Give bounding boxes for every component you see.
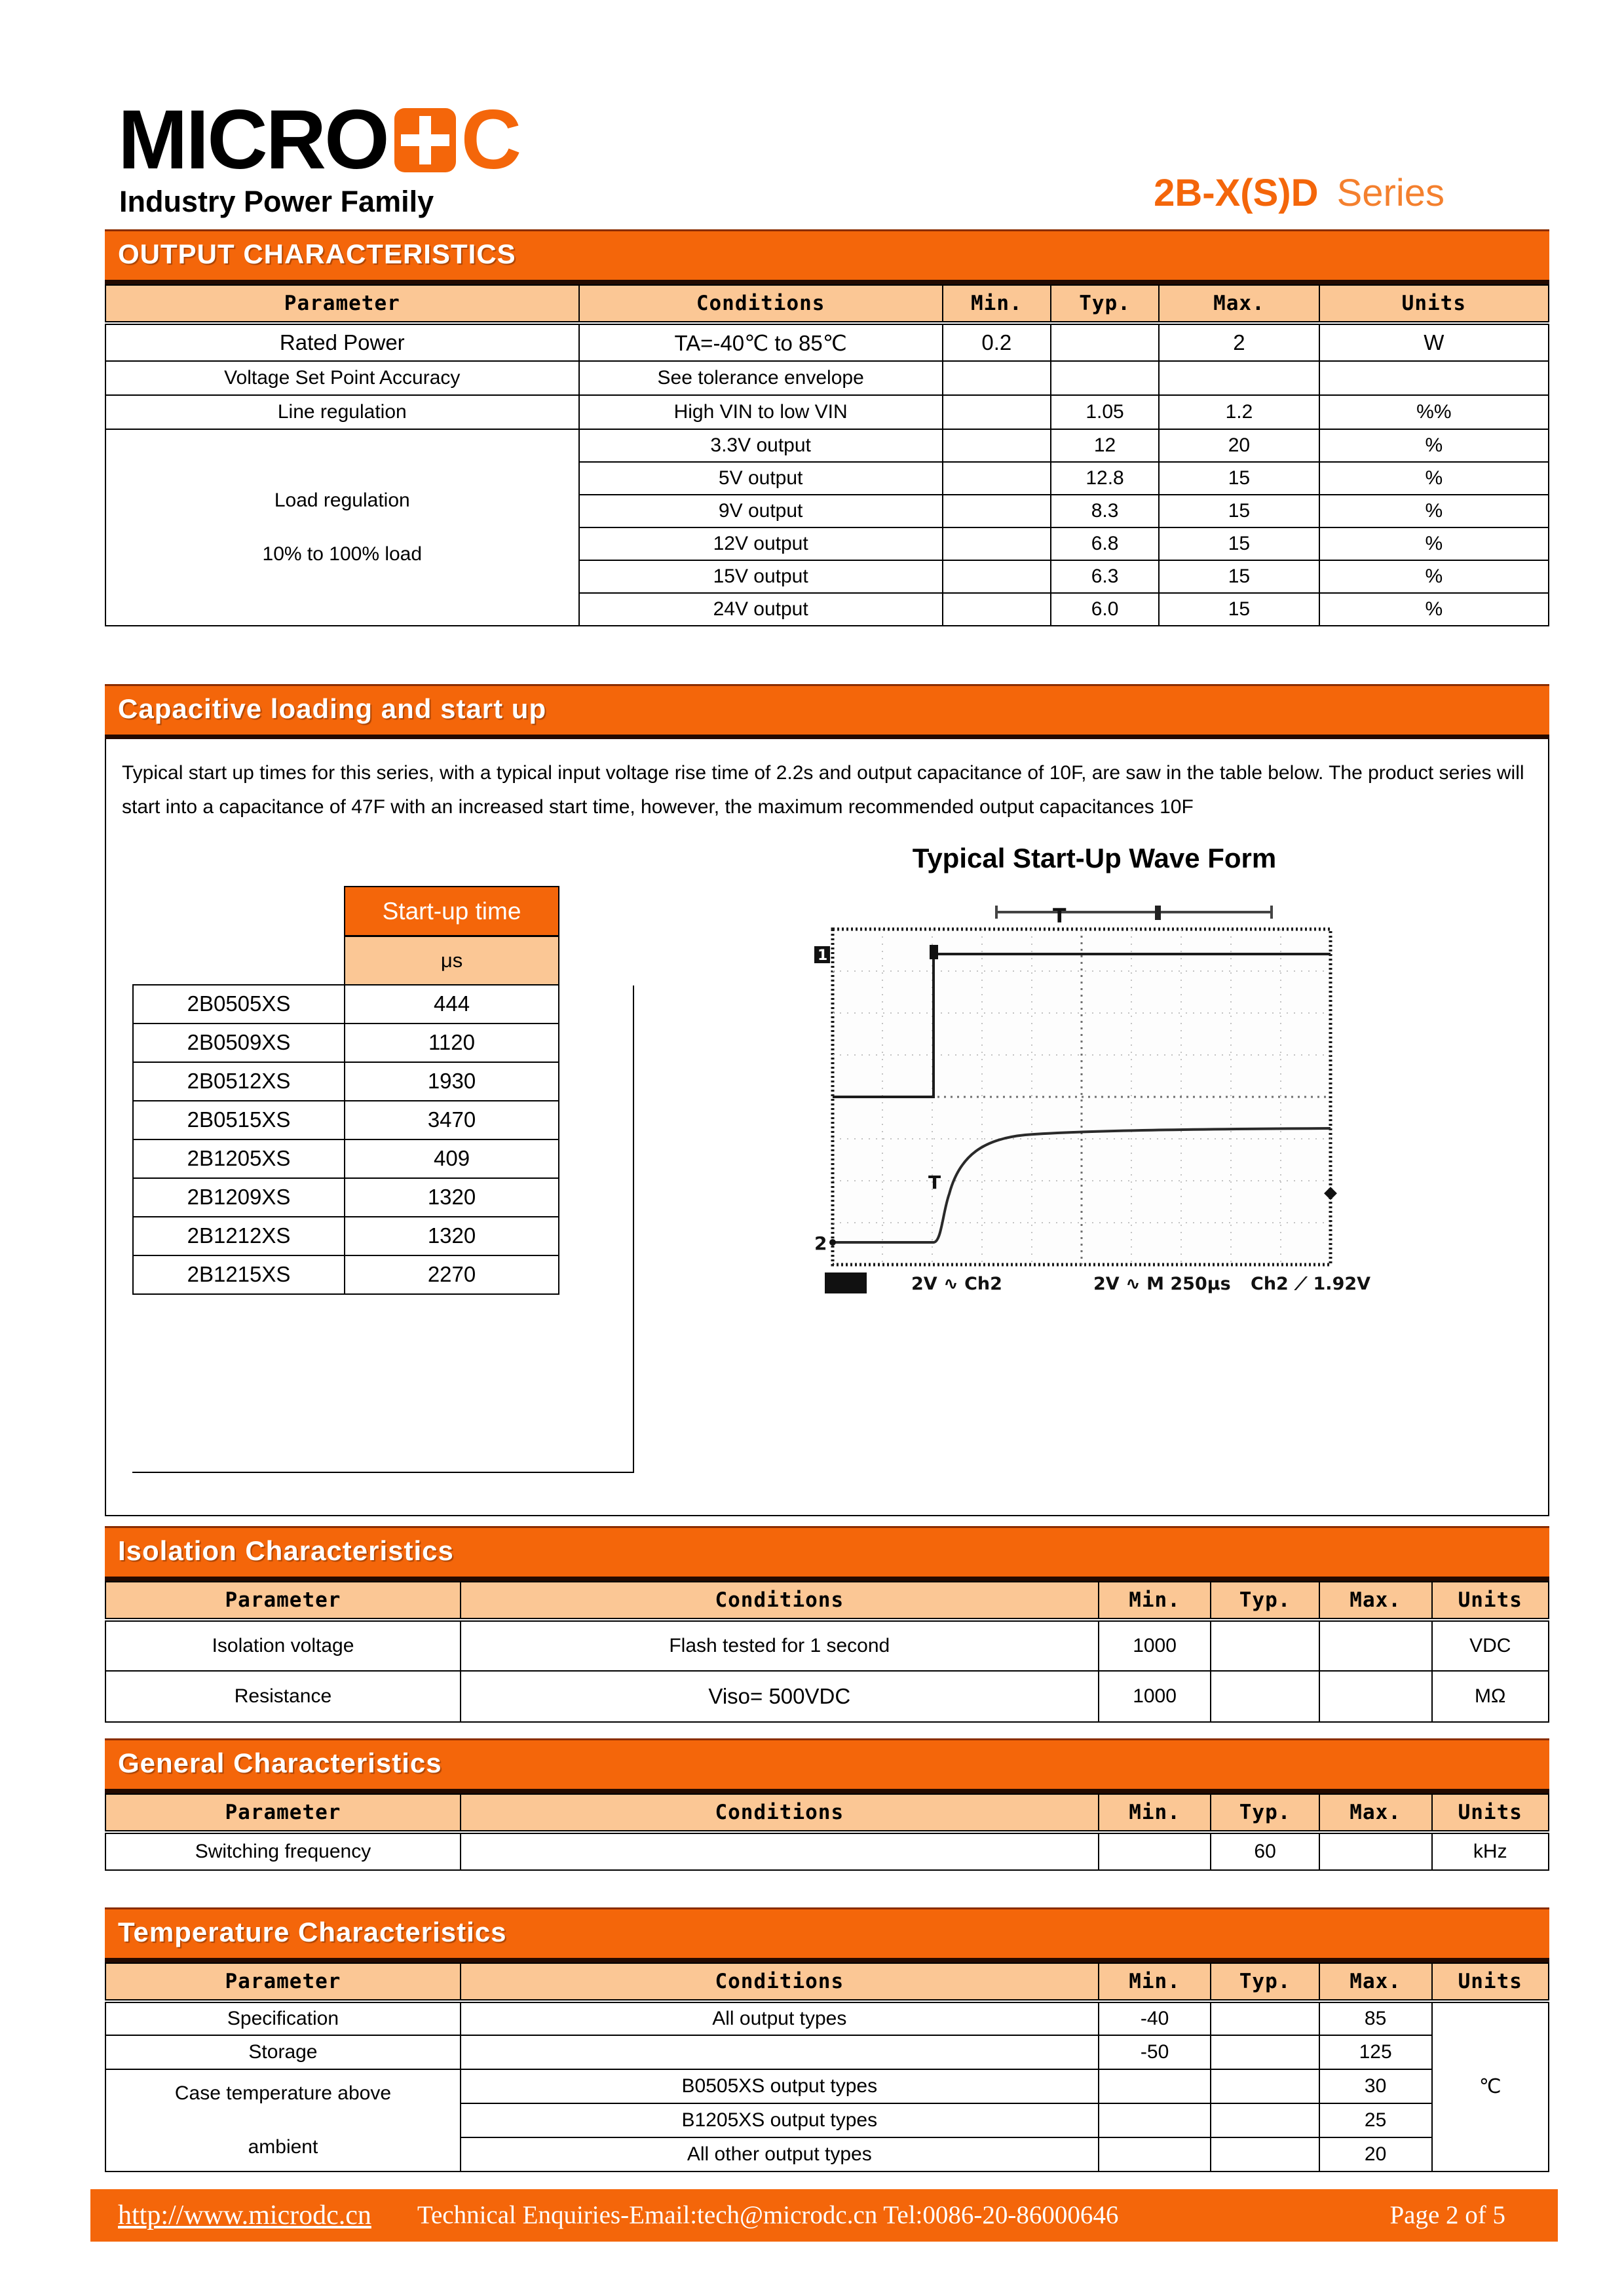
- cell-conditions: B0505XS output types: [461, 2069, 1099, 2103]
- logo-tagline: Industry Power Family: [119, 185, 434, 218]
- cell-time: 1120: [345, 1024, 559, 1062]
- scope-readout-trigger: Ch2 ⟋ 1.92V: [1250, 1273, 1370, 1294]
- temperature-table: [105, 1962, 1549, 2172]
- page-header: [105, 0, 1549, 219]
- cell-conditions: 15V output: [579, 560, 943, 593]
- cell-min: [943, 560, 1051, 593]
- cell-typ: [1211, 2137, 1319, 2172]
- table-row: [133, 1217, 559, 1255]
- cell-max: 20: [1159, 429, 1319, 462]
- cell-typ: 6.3: [1051, 560, 1159, 593]
- page-footer: [90, 2189, 1558, 2242]
- case-temp-label2: ambient: [248, 2135, 318, 2158]
- startup-time-unit: μs: [345, 936, 559, 985]
- empty-corner-cell: [133, 936, 345, 985]
- table-row: [105, 2035, 1549, 2069]
- footer-page-number: Page 2 of 5: [1389, 2201, 1505, 2230]
- cell-min: [943, 495, 1051, 527]
- cell-min: [1099, 2069, 1211, 2103]
- table-row: [105, 1620, 1549, 1671]
- cell-conditions: See tolerance envelope: [579, 361, 943, 395]
- cell-min: [943, 593, 1051, 626]
- temperature-section-banner: Temperature Characteristics: [105, 1907, 1549, 1962]
- cell-parameter: Switching frequency: [105, 1832, 461, 1870]
- logo-block: [105, 93, 522, 219]
- cell-typ: [1211, 1671, 1319, 1722]
- logo-micro-text: MICRO: [118, 93, 388, 187]
- cell-units: %: [1319, 462, 1549, 495]
- cell-time: 444: [345, 985, 559, 1024]
- col-header-min: Min.: [1099, 1794, 1211, 1832]
- cell-time: 1320: [345, 1178, 559, 1217]
- cell-units: VDC: [1432, 1620, 1549, 1671]
- table-row: [133, 1024, 559, 1062]
- cell-conditions: 5V output: [579, 462, 943, 495]
- cell-min: [943, 462, 1051, 495]
- cell-model: 2B1205XS: [133, 1139, 345, 1178]
- step-corner-marker: [930, 945, 938, 959]
- cell-min: 0.2: [943, 323, 1051, 361]
- cell-min: 1000: [1099, 1671, 1211, 1722]
- col-header-max: Max.: [1319, 1963, 1432, 2001]
- trigger-top-label: T: [1052, 904, 1066, 928]
- cell-min: [943, 527, 1051, 560]
- cell-units: %: [1319, 495, 1549, 527]
- cell-units: %: [1319, 429, 1549, 462]
- table-row: [133, 1178, 559, 1217]
- cell-max: 15: [1159, 495, 1319, 527]
- col-header-typ: Typ.: [1211, 1963, 1319, 2001]
- cell-time: 2270: [345, 1255, 559, 1294]
- col-header-min: Min.: [1099, 1582, 1211, 1620]
- table-row: [105, 323, 1549, 361]
- cell-min: [1099, 2137, 1211, 2172]
- cell-max: [1319, 1671, 1432, 1722]
- cell-max: 1.2: [1159, 395, 1319, 429]
- capacitive-paragraph: Typical start up times for this series, with a typical input voltage rise time of 2.2s and output capacitance of 10F, are saw in the table below. The product series will start into a capacitance of 47F with an increased start time, however, the maximum recommended output capacitances 10F: [122, 762, 1524, 818]
- cell-parameter: Isolation voltage: [105, 1620, 461, 1671]
- footer-contact: Technical Enquiries-Email:tech@microdc.cn Tel:0086-20-86000646: [417, 2201, 1119, 2230]
- cell-typ: 12.8: [1051, 462, 1159, 495]
- cell-max: [1319, 1832, 1432, 1870]
- cell-conditions: Viso= 500VDC: [461, 1671, 1099, 1722]
- cell-typ: [1051, 361, 1159, 395]
- cell-min: [1099, 2103, 1211, 2137]
- cell-units: kHz: [1432, 1832, 1549, 1870]
- table-row: [133, 985, 559, 1024]
- cell-time: 1930: [345, 1062, 559, 1101]
- cell-conditions: Flash tested for 1 second: [461, 1620, 1099, 1671]
- col-header-max: Max.: [1319, 1794, 1432, 1832]
- table-row: [105, 429, 1549, 462]
- cell-units: %: [1319, 527, 1549, 560]
- series-name: 2B-X(S)D: [1154, 172, 1319, 214]
- cell-min: -50: [1099, 2035, 1211, 2069]
- cell-parameter: Specification: [105, 2001, 461, 2035]
- logo-c-text: C: [461, 93, 522, 187]
- trigger-position-tick: [1155, 906, 1161, 920]
- cell-max: 15: [1159, 527, 1319, 560]
- cell-model: 2B0509XS: [133, 1024, 345, 1062]
- cell-conditions: 3.3V output: [579, 429, 943, 462]
- scope-readout-timebase: 2V ∿ M 250μs: [1093, 1273, 1231, 1294]
- cell-typ: [1211, 1620, 1319, 1671]
- table-row: [105, 1671, 1549, 1722]
- cell-min: -40: [1099, 2001, 1211, 2035]
- col-header-parameter: Parameter: [105, 1582, 461, 1620]
- cell-typ: 1.05: [1051, 395, 1159, 429]
- waveform-area: [656, 840, 1532, 1515]
- cell-typ: [1051, 323, 1159, 361]
- cell-conditions: 24V output: [579, 593, 943, 626]
- col-header-typ: Typ.: [1211, 1582, 1319, 1620]
- cell-conditions: B1205XS output types: [461, 2103, 1099, 2137]
- col-header-conditions: Conditions: [579, 285, 943, 323]
- oscilloscope-waveform-image: [813, 902, 1376, 1321]
- cell-typ: [1211, 2035, 1319, 2069]
- series-title: [1154, 171, 1445, 215]
- cell-max: 25: [1319, 2103, 1432, 2137]
- startup-time-table-area: [132, 886, 656, 1515]
- footer-url-link[interactable]: http://www.microdc.cn: [118, 2200, 371, 2230]
- cell-units: [1319, 361, 1549, 395]
- general-section-banner: General Characteristics: [105, 1738, 1549, 1793]
- waveform-title: Typical Start-Up Wave Form: [912, 842, 1277, 873]
- cell-units: %%: [1319, 395, 1549, 429]
- cell-parameter: Storage: [105, 2035, 461, 2069]
- col-header-conditions: Conditions: [461, 1582, 1099, 1620]
- table-header-row: [105, 1963, 1549, 2001]
- cell-model: 2B1209XS: [133, 1178, 345, 1217]
- cell-model: 2B1212XS: [133, 1217, 345, 1255]
- cell-conditions: [461, 1832, 1099, 1870]
- cell-typ: [1211, 2001, 1319, 2035]
- col-header-max: Max.: [1159, 285, 1319, 323]
- cell-model: 2B1215XS: [133, 1255, 345, 1294]
- cell-max: 2: [1159, 323, 1319, 361]
- table-row: [105, 2001, 1549, 2035]
- col-header-conditions: Conditions: [461, 1963, 1099, 2001]
- col-header-parameter: Parameter: [105, 285, 579, 323]
- cell-max: [1159, 361, 1319, 395]
- rise-trigger-label: T: [928, 1171, 941, 1193]
- col-header-conditions: Conditions: [461, 1794, 1099, 1832]
- cell-min: [943, 429, 1051, 462]
- case-temp-label: Case temperature above: [174, 2082, 392, 2104]
- cell-time: 3470: [345, 1101, 559, 1139]
- col-header-min: Min.: [1099, 1963, 1211, 2001]
- col-header-units: Units: [1432, 1794, 1549, 1832]
- cell-max: 15: [1159, 462, 1319, 495]
- cell-typ: [1211, 2103, 1319, 2137]
- cell-parameter: Rated Power: [105, 323, 579, 361]
- capacitive-section-box: [105, 739, 1549, 1516]
- cell-max: 30: [1319, 2069, 1432, 2103]
- cell-min: [943, 395, 1051, 429]
- cell-conditions: 12V output: [579, 527, 943, 560]
- startup-time-header: Start-up time: [345, 887, 559, 936]
- cell-typ: 12: [1051, 429, 1159, 462]
- cell-units: MΩ: [1432, 1671, 1549, 1722]
- trigger-level-marker: ◆: [1323, 1182, 1337, 1202]
- cell-min: [1099, 1832, 1211, 1870]
- ch2-marker: 2: [814, 1232, 827, 1254]
- cell-conditions: [461, 2035, 1099, 2069]
- cell-units: W: [1319, 323, 1549, 361]
- table-row: [105, 395, 1549, 429]
- isolation-section-banner: Isolation Characteristics: [105, 1526, 1549, 1581]
- output-characteristics-table: [105, 284, 1549, 626]
- cell-model: 2B0505XS: [133, 985, 345, 1024]
- cell-typ: [1211, 2069, 1319, 2103]
- cell-typ: 6.0: [1051, 593, 1159, 626]
- cell-model: 2B0515XS: [133, 1101, 345, 1139]
- load-regulation-label: Load regulation: [274, 489, 410, 511]
- cell-max: [1319, 1620, 1432, 1671]
- cell-typ: 8.3: [1051, 495, 1159, 527]
- table-header-row: [105, 1794, 1549, 1832]
- col-header-parameter: Parameter: [105, 1794, 461, 1832]
- cell-max: 125: [1319, 2035, 1432, 2069]
- output-characteristics-banner: OUTPUT CHARACTERISTICS: [105, 229, 1549, 284]
- logo-plus-icon: [394, 108, 456, 172]
- table-row: [105, 2069, 1549, 2103]
- cell-units: %: [1319, 593, 1549, 626]
- col-header-typ: Typ.: [1051, 285, 1159, 323]
- col-header-parameter: Parameter: [105, 1963, 461, 2001]
- series-suffix: Series: [1336, 172, 1445, 214]
- cell-parameter: Voltage Set Point Accuracy: [105, 361, 579, 395]
- cell-model: 2B0512XS: [133, 1062, 345, 1101]
- cell-case-temperature: [105, 2069, 461, 2172]
- cell-parameter: Resistance: [105, 1671, 461, 1722]
- col-header-max: Max.: [1319, 1582, 1432, 1620]
- table-row: [133, 1101, 559, 1139]
- table-header-row: [105, 1582, 1549, 1620]
- empty-corner-cell: [133, 887, 345, 936]
- cell-typ: 6.8: [1051, 527, 1159, 560]
- cell-max: 15: [1159, 560, 1319, 593]
- scope-readout-ch1: 2V ∿ Ch2: [911, 1273, 1002, 1294]
- cell-conditions: All other output types: [461, 2137, 1099, 2172]
- cell-conditions: All output types: [461, 2001, 1099, 2035]
- cell-time: 1320: [345, 1217, 559, 1255]
- col-header-typ: Typ.: [1211, 1794, 1319, 1832]
- capacitive-section-banner: Capacitive loading and start up: [105, 684, 1549, 739]
- general-table: [105, 1793, 1549, 1871]
- isolation-table: [105, 1581, 1549, 1723]
- cell-conditions: 9V output: [579, 495, 943, 527]
- cell-min: 1000: [1099, 1620, 1211, 1671]
- cell-min: [943, 361, 1051, 395]
- col-header-units: Units: [1432, 1582, 1549, 1620]
- table-row: [133, 1139, 559, 1178]
- cell-max: 15: [1159, 593, 1319, 626]
- table-row: [105, 361, 1549, 395]
- scope-status-box: [825, 1272, 867, 1293]
- table-row: [105, 1832, 1549, 1870]
- cell-load-regulation: [105, 429, 579, 626]
- table-row: [133, 1255, 559, 1294]
- cell-conditions: High VIN to low VIN: [579, 395, 943, 429]
- col-header-min: Min.: [943, 285, 1051, 323]
- col-header-units: Units: [1319, 285, 1549, 323]
- cell-max: 20: [1319, 2137, 1432, 2172]
- table-header-row: [105, 285, 1549, 323]
- datasheet-page: [105, 0, 1549, 2242]
- cell-units: %: [1319, 560, 1549, 593]
- cell-max: 85: [1319, 2001, 1432, 2035]
- col-header-units: Units: [1432, 1963, 1549, 2001]
- startup-time-table: [132, 886, 559, 1295]
- ch1-marker: 1: [817, 947, 827, 964]
- cell-parameter: Line regulation: [105, 395, 579, 429]
- cell-units-celsius: ℃: [1432, 2001, 1549, 2172]
- cell-conditions: TA=-40℃ to 85℃: [579, 323, 943, 361]
- cell-typ: 60: [1211, 1832, 1319, 1870]
- cell-time: 409: [345, 1139, 559, 1178]
- load-regulation-range: 10% to 100% load: [262, 543, 423, 565]
- table-row: [133, 1062, 559, 1101]
